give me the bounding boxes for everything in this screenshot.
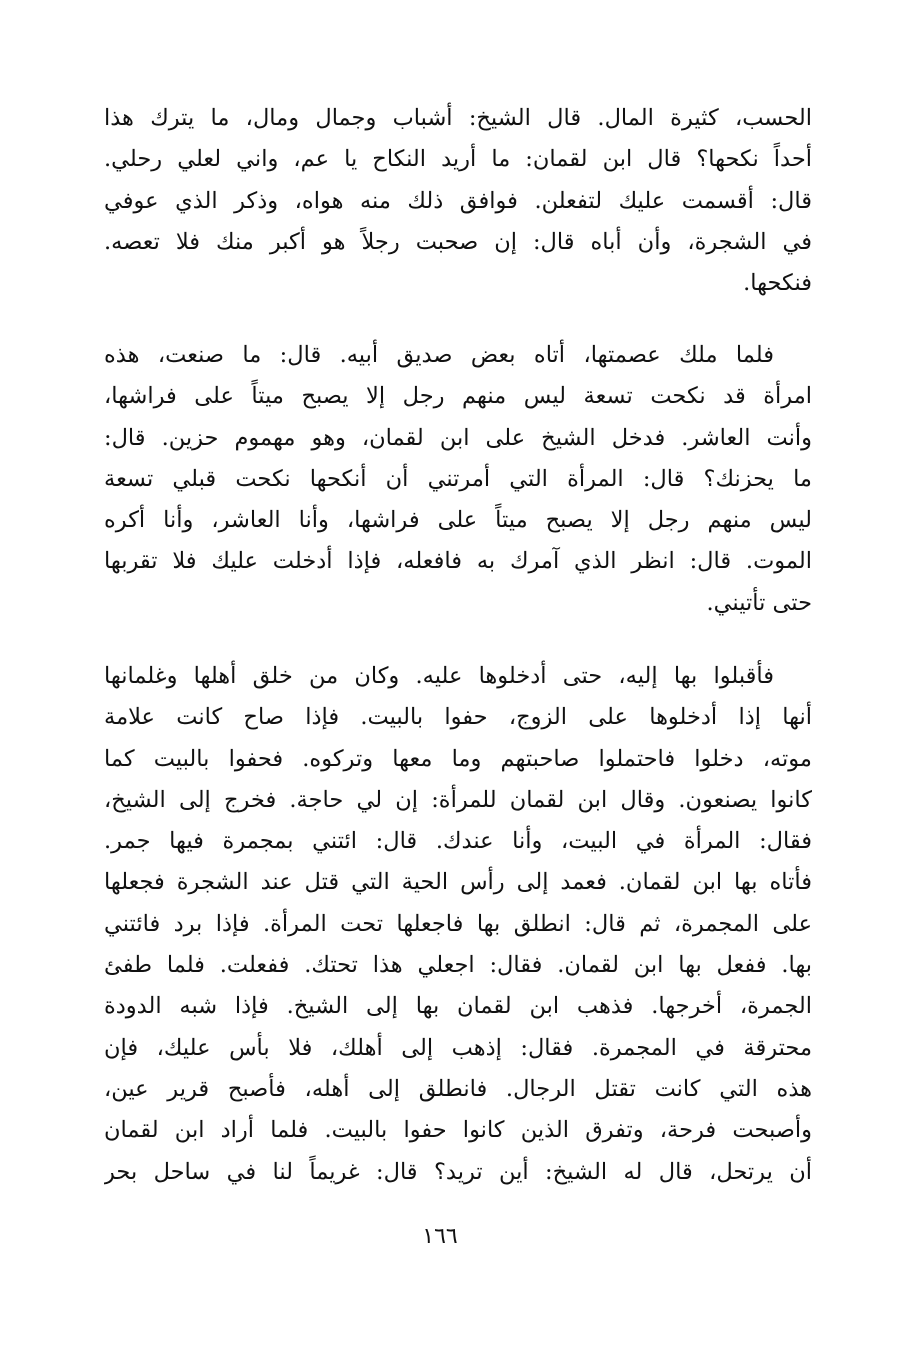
text-line: أحداً نكحها؟ قال ابن لقمان: ما أريد النكاح يا عم، واني لعلي رحلي. <box>104 146 812 173</box>
text-line: ليس منهم رجل إلا يصبح ميتاً على فراشها، وأنا العاشر، وأنا أكره <box>104 507 812 534</box>
paragraph-2 <box>104 335 812 624</box>
text-line: فلما ملك عصمتها، أتاه بعض صديق أبيه. قال: ما صنعت، هذه <box>104 342 774 368</box>
text-line: فأقبلوا بها إليه، حتى أدخلوها عليه. وكان من خلق أهلها وغلمانها <box>104 663 774 689</box>
text-line: محترقة في المجمرة. فقال: إذهب إلى أهلك، فلا بأس عليك، فإن <box>104 1034 812 1061</box>
text-line: ما يحزنك؟ قال: المرأة التي أمرتني أن أنكحها نكحت قبلي تسعة <box>104 465 812 492</box>
text-line: أن يرتحل، قال له الشيخ: أين تريد؟ قال: غريماً لنا في ساحل بحر <box>104 1158 812 1185</box>
text-line: في الشجرة، وأن أباه قال: إن صحبت رجلاً هو أكبر منك فلا تعصه. <box>104 228 812 255</box>
text-line: امرأة قد نكحت تسعة ليس منهم رجل إلا يصبح ميتاً على فراشها، <box>104 383 812 410</box>
text-line: فنكحها. <box>743 270 812 297</box>
text-line: الجمرة، أخرجها. فذهب ابن لقمان بها إلى الشيخ. فإذا شبه الدودة <box>104 993 812 1020</box>
paragraph-1 <box>104 98 812 304</box>
text-line: وأصبحت فرحة، وتفرق الذين كانوا حفوا بالبيت. فلما أراد ابن لقمان <box>104 1117 812 1144</box>
text-line: قال: أقسمت عليك لتفعلن. فوافق ذلك منه هواه، وذكر الذي عوفي <box>104 187 812 214</box>
text-line: بها. ففعل بها ابن لقمان. فقال: اجعلي هذا تحتك. ففعلت. فلما طفئ <box>104 952 812 979</box>
text-line: وأنت العاشر. فدخل الشيخ على ابن لقمان، وهو مهموم حزين. قال: <box>104 424 812 451</box>
page-number: ١٦٦ <box>422 1224 458 1249</box>
text-line: كانوا يصنعون. وقال ابن لقمان للمرأة: إن لي حاجة. فخرج إلى الشيخ، <box>104 786 812 813</box>
text-line: فقال: المرأة في البيت، وأنا عندك. قال: ائتني بمجمرة فيها جمر. <box>104 828 812 855</box>
text-line: هذه التي كانت تقتل الرجال. فانطلق إلى أهله، فأصبح قرير عين، <box>104 1075 812 1102</box>
text-line: الحسب، كثيرة المال. قال الشيخ: أشباب وجمال ومال، ما يترك هذا <box>104 105 812 131</box>
text-line: فأتاه بها ابن لقمان. فعمد إلى رأس الحية التي قتل عند الشجرة فجعلها <box>104 869 812 896</box>
paragraph-3 <box>104 656 812 1193</box>
text-line: موته، دخلوا فاحتملوا صاحبتهم وما معها وتركوه. فحفوا بالبيت كما <box>104 745 812 772</box>
text-line: حتى تأتيني. <box>706 589 812 616</box>
text-line: على المجمرة، ثم قال: انطلق بها فاجعلها تحت المرأة. فإذا برد فائتني <box>104 910 812 937</box>
text-line: أنها إذا أدخلوها على الزوج، حفوا بالبيت. فإذا صاح كانت علامة <box>104 704 812 731</box>
text-line: الموت. قال: انظر الذي آمرك به فافعله، فإذا أدخلت عليك فلا تقربها <box>104 548 812 575</box>
